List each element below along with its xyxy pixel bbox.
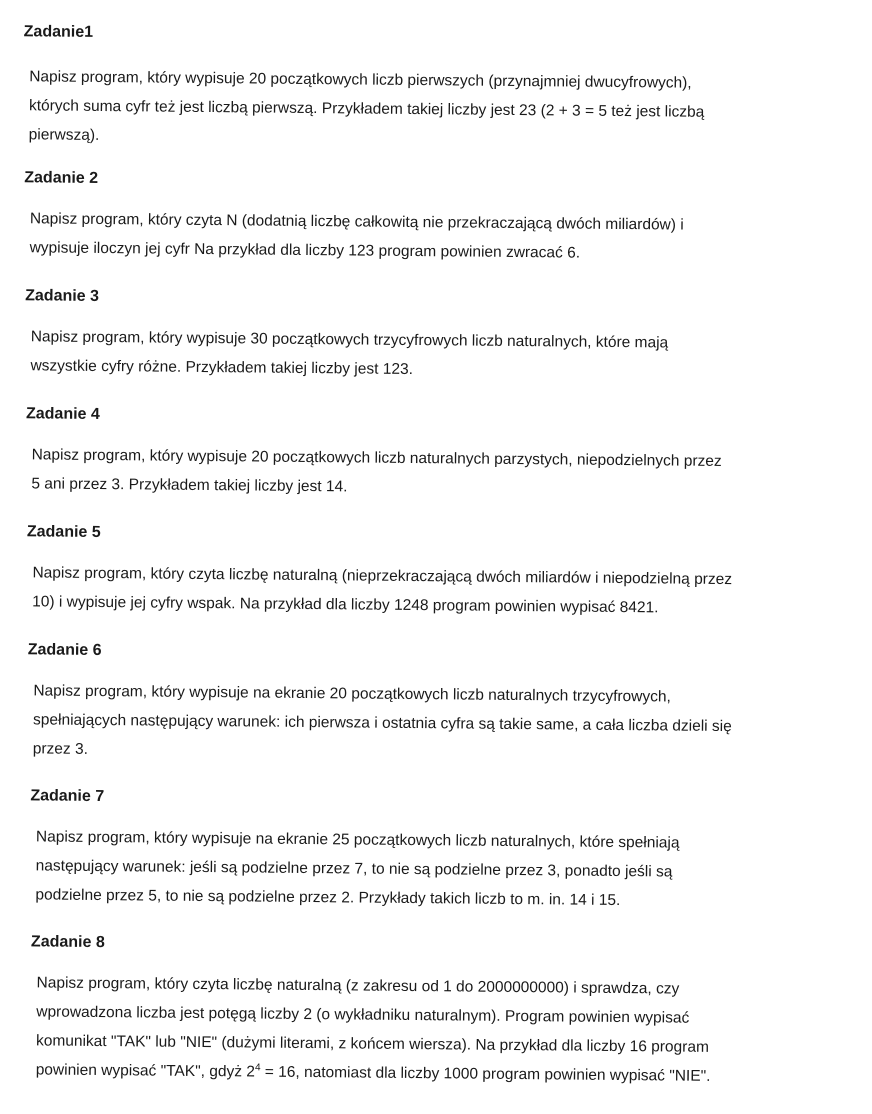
task-title: Zadanie 6 [27,641,102,660]
task-title: Zadanie1 [23,23,94,41]
text-line: Napisz program, który wypisuje 20 początkowych liczb pierwszych (przynajmniej dwucyfrowych), [29,68,692,92]
task-title: Zadanie 7 [30,787,105,806]
task-description [36,968,857,1092]
text-line: wprowadzona liczba jest potęgą liczby 2 (o wykładniku naturalnym). Program powinien wypisać [36,1003,690,1027]
task-8 [30,932,861,1092]
text-line: spełniających następujący warunek: ich pierwsza i ostatnia cyfra są takie same, a cała liczba dzieli się [33,711,732,736]
text-line: następujący warunek: jeśli są podzielne przez 7, to nie są podzielne przez 3, ponadto jeśli są [35,857,673,881]
text-line: Napisz program, który czyta liczbę naturalną (z zakresu od 1 do 2000000000) i sprawdza, czy [36,974,680,998]
task-title: Zadanie 8 [30,933,105,952]
task-title: Zadanie 5 [26,523,101,541]
task-description [30,322,851,388]
task-title: Zadanie 3 [25,287,100,305]
task-6 [27,640,858,771]
text-line: podzielne przez 5, to nie są podzielne przez 2. Przykłady takich liczb to m. in. 14 i 15. [35,886,621,909]
text-line: Napisz program, który wypisuje na ekranie 25 początkowych liczb naturalnych, które spełniają [35,828,680,852]
task-1 [23,22,854,157]
task-title: Zadanie 4 [25,405,100,423]
task-3 [24,286,855,388]
task-7 [29,786,860,917]
text-line: przez 3. [32,740,89,758]
task-5 [26,522,857,624]
text-line: wszystkie cyfry różne. Przykładem takiej liczby jest 123. [30,357,414,378]
task-title: Zadanie 2 [24,169,99,187]
task-description [29,204,850,270]
text-fragment: powinien wypisać "TAK", gdyż 2 [35,1061,256,1081]
task-description [31,440,852,506]
text-line: których suma cyfr też jest liczbą pierwszą. Przykładem takiej liczby jest 23 (2 + 3 = 5 też jest liczbą [28,97,705,121]
text-line: 10) i wypisuje jej cyfry wspak. Na przykład dla liczby 1248 program powinien wypisać 8421. [32,593,659,617]
text-line: Napisz program, który czyta liczbę naturalną (nieprzekraczającą dwóch miliardów i niepodzielną przez [32,564,733,589]
text-line: komunikat "TAK" lub "NIE" (dużymi literami, z końcem wiersza). Na przykład dla liczby 16 program [35,1032,709,1056]
task-description [35,822,856,917]
text-line: pierwszą). [28,126,100,144]
text-line: 5 ani przez 3. Przykładem takiej liczby jest 14. [31,475,348,496]
text-line: wypisuje iloczyn jej cyfr Na przykład dla liczby 123 program powinien zwracać 6. [29,239,581,262]
exponent: 4 [254,1062,261,1074]
task-description [33,676,854,771]
text-line: Napisz program, który wypisuje na ekranie 20 początkowych liczb naturalnych trzycyfrowych, [33,682,671,706]
task-4 [25,404,856,506]
task-description [32,558,853,624]
text-line: Napisz program, który wypisuje 20 początkowych liczb naturalnych parzystych, niepodzielnych przez [31,446,722,470]
text-line: Napisz program, który czyta N (dodatnią liczbę całkowitą nie przekraczającą dwóch miliardów) i [29,210,684,234]
text-fragment: = 16, natomiast dla liczby 1000 program powinien wypisać "NIE". [260,1063,711,1085]
task-description [29,62,850,157]
text-line: Napisz program, który wypisuje 30 początkowych trzycyfrowych liczb naturalnych, które mają [30,328,669,352]
task-2 [23,168,854,270]
